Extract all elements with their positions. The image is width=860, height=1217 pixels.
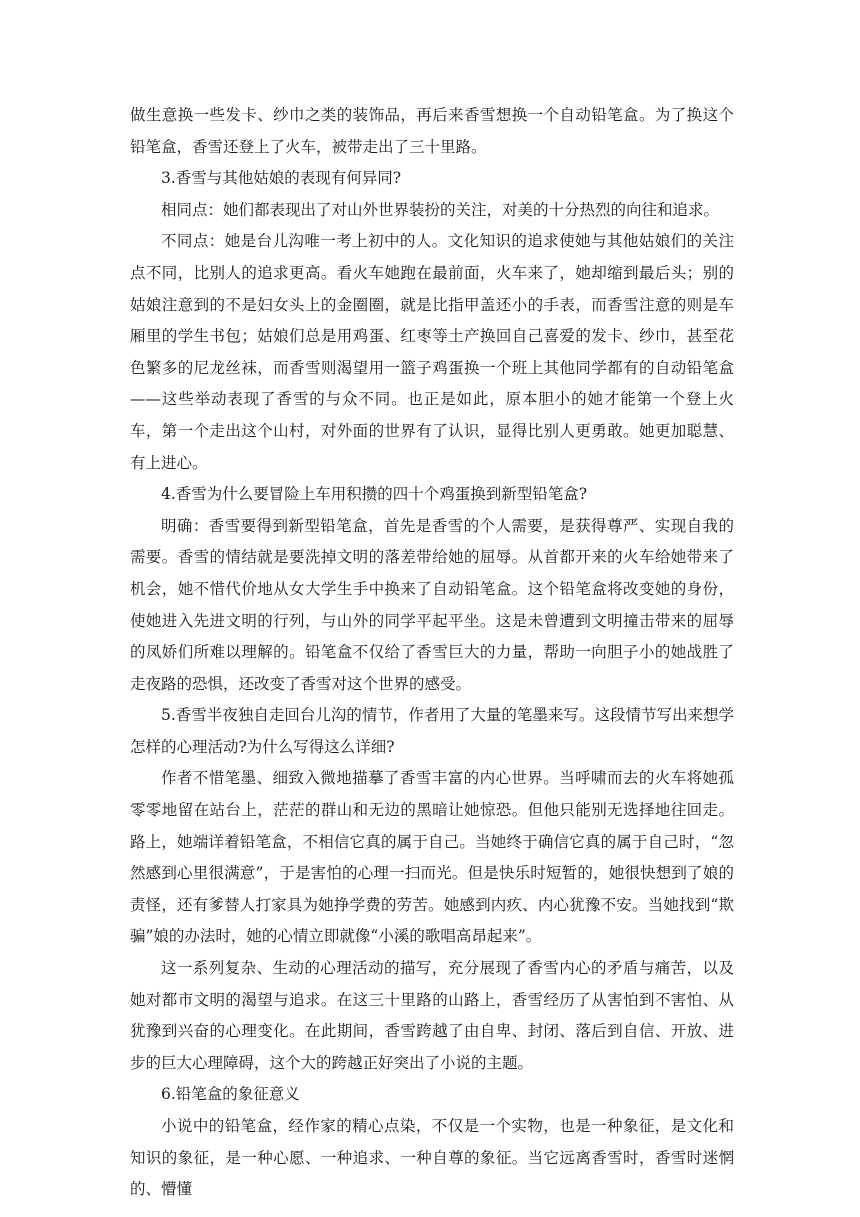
paragraph-similarities: 相同点：她们都表现出了对山外世界装扮的关注，对美的十分热烈的向往和追求。 (161, 200, 720, 219)
paragraph-answer-6: 小说中的铅笔盒，经作家的精心点染，不仅是一个实物，也是一种象征，是文化和知识的象征，是一种心愿、一种追求、一种自尊的象征。当它远离香雪时，香雪时迷惘的、懵懂 (130, 1117, 734, 1199)
question-3-heading: 3.香雪与其他姑娘的表现有何异同? (161, 169, 402, 188)
paragraph-differences: 不同点：她是台儿沟唯一考上初中的人。文化知识的追求使她与其他姑娘们的关注点不同，比别人的追求更高。看火车她跑在最前面，火车来了，她却缩到最后头；别的姑娘注意到的不是妇女头上的金圈圈，就是比指甲盖还小的手表，而香雪注意的则是车厢里的学生书包；姑娘们总是用鸡蛋、红枣等土产换回自己喜爱的发卡、纱巾，甚至花色繁多的尼龙丝袜，而香雪则渴望用一篮子鸡蛋换一个班上其他同学都有的自动铅笔盒——这些举动表现了香雪的与众不同。也正是如此，原本胆小的她才能第一个登上火车，第一个走出这个山村，对外面的世界有了认识，显得比别人更勇敢。她更加聪慧、有上进心。 (130, 232, 734, 472)
paragraph-continuation: 做生意换一些发卡、纱巾之类的装饰品，再后来香雪想换一个自动铅笔盒。为了换这个铅笔盒，香雪还登上了火车，被带走出了三十里路。 (130, 106, 734, 156)
question-6-heading: 6.铅笔盒的象征意义 (161, 1085, 300, 1104)
question-5-heading: 5.香雪半夜独自走回台儿沟的情节，作者用了大量的笔墨来写。这段情节写出来想学怎样的心理活动?为什么写得这么详细? (130, 706, 734, 756)
question-4-heading: 4.香雪为什么要冒险上车用积攒的四十个鸡蛋换到新型铅笔盒? (161, 485, 588, 504)
paragraph-answer-5b: 这一系列复杂、生动的心理活动的描写，充分展现了香雪内心的矛盾与痛苦，以及她对都市文明的渴望与追求。在这三十里路的山路上，香雪经历了从害怕到不害怕、从犹豫到兴奋的心理变化。在此期间，香雪跨越了由自卑、封闭、落后到自信、开放、进步的巨大心理障碍，这个大的跨越正好突出了小说的主题。 (130, 959, 734, 1072)
document-body (130, 100, 734, 1206)
paragraph-answer-4: 明确：香雪要得到新型铅笔盒，首先是香雪的个人需要，是获得尊严、实现自我的需要。香雪的情结就是要洗掉文明的落差带给她的屈辱。从首都开来的火车给她带来了机会，她不惜代价地从女大学生手中换来了自动铅笔盒。这个铅笔盒将改变她的身份，使她进入先进文明的行列，与山外的同学平起平坐。这是未曾遭到文明撞击带来的屈辱的凤娇们所难以理解的。铅笔盒不仅给了香雪巨大的力量，帮助一向胆子小的她战胜了走夜路的恐惧，还改变了香雪对这个世界的感受。 (130, 516, 734, 693)
paragraph-answer-5a: 作者不惜笔墨、细致入微地描摹了香雪丰富的内心世界。当呼啸而去的火车将她孤零零地留在站台上，茫茫的群山和无边的黑暗让她惊恐。但他只能别无选择地往回走。路上，她端详着铅笔盒，不相信它真的属于自己。当她终于确信它真的属于自己时，“忽然感到心里很满意”，于是害怕的心理一扫而光。但是快乐时短暂的，她很快想到了娘的责怪，还有爹替人打家具为她挣学费的劳苦。她感到内疚、内心犹豫不安。当她找到“欺骗”娘的办法时，她的心情立即就像“小溪的歌唱高昂起来”。 (130, 769, 734, 946)
